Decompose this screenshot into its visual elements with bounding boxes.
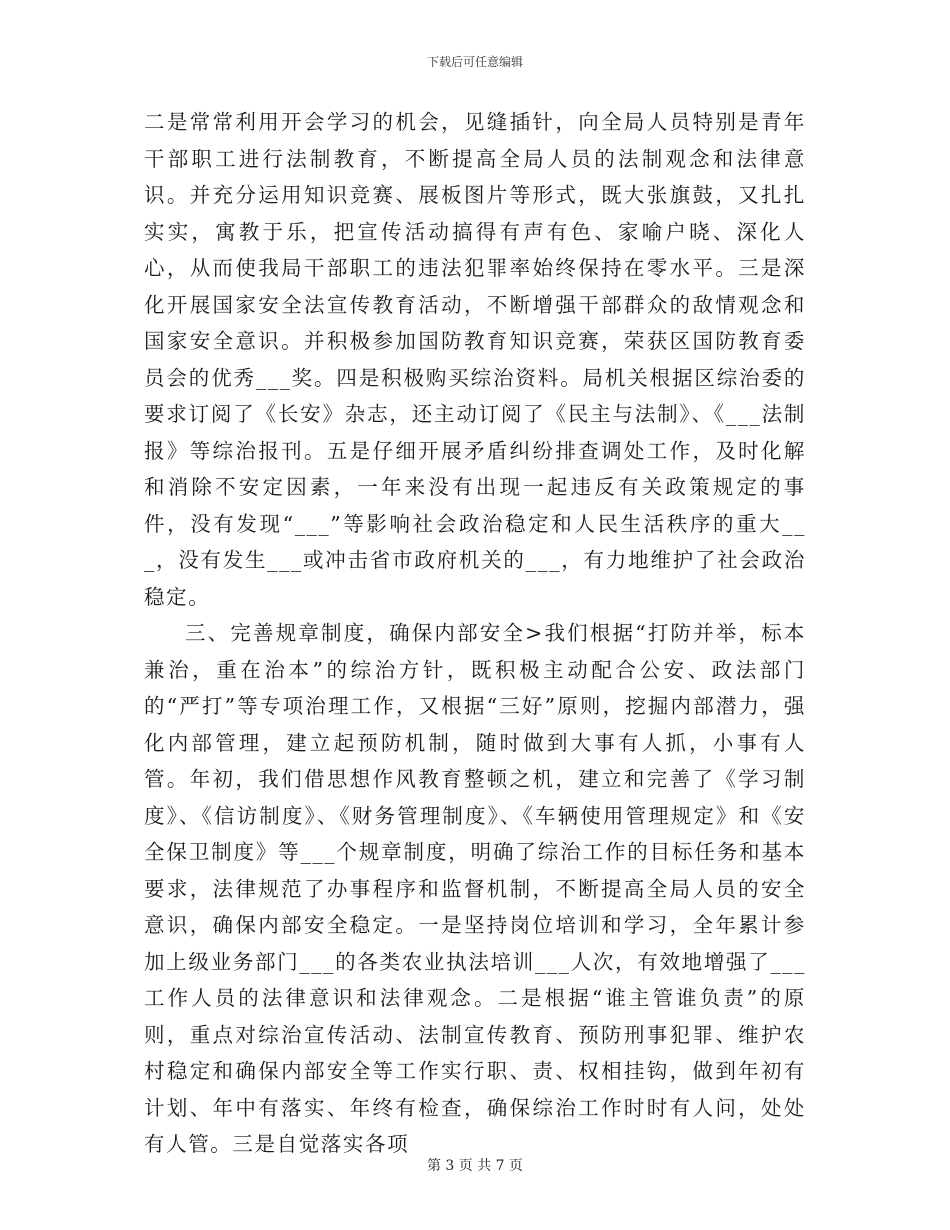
paragraph-2: 三、完善规章制度，确保内部安全>我们根据“打防并举，标本兼治，重在治本”的综治方针，既积极主动配合公安、政法部门的“严打”等专项治理工作，又根据“三好”原则，挖掘内部潜力，强化内部管理，建立起预防机制，随时做到大事有人抓，小事有人管。年初，我们借思想作风教育整顿之机，建立和完善了《学习制度》、《信访制度》、《财务管理制度》、《车辆使用管理规定》和《安全保卫制度》等___个规章制度，明确了综治工作的目标任务和基本要求，法律规范了办事程序和监督机制，不断提高全局人员的安全意识，确保内部安全稳定。一是坚持岗位培训和学习，全年累计参加上级业务部门___的各类农业执法培训___人次，有效地增强了___工作人员的法律意识和法律观念。二是根据“谁主管谁负责”的原则，重点对综治宣传活动、法制宣传教育、预防刑事犯罪、维护农村稳定和确保内部安全等工作实行职、责、权相挂钩，做到年初有计划、年中有落实、年终有检查，确保综治工作时时有人问，处处有人管。三是自觉落实各项 (144, 621, 806, 1156)
document-body (144, 104, 806, 1163)
page-header-note: 下载后可任意编辑 (426, 55, 523, 69)
paragraph-1: 二是常常利用开会学习的机会，见缝插针，向全局人员特别是青年干部职工进行法制教育，不断提高全局人员的法制观念和法律意识。并充分运用知识竞赛、展板图片等形式，既大张旗鼓，又扎扎实实，寓教于乐，把宣传活动搞得有声有色、家喻户晓、深化人心，从而使我局干部职工的违法犯罪率始终保持在零水平。三是深化开展国家安全法宣传教育活动，不断增强干部群众的敌情观念和国家安全意识。并积极参加国防教育知识竞赛，荣获区国防教育委员会的优秀___奖。四是积极购买综治资料。局机关根据区综治委的要求订阅了《长安》杂志，还主动订阅了《民主与法制》、《___法制报》等综治报刊。五是仔细开展矛盾纠纷排查调处工作，及时化解和消除不安定因素，一年来没有出现一起违反有关政策规定的事件，没有发现“___”等影响社会政治稳定和人民生活秩序的重大___，没有发生___或冲击省市政府机关的___，有力地维护了社会政治稳定。 (144, 110, 806, 609)
page-number-footer: 第 3 页 共 7 页 (426, 1158, 524, 1174)
